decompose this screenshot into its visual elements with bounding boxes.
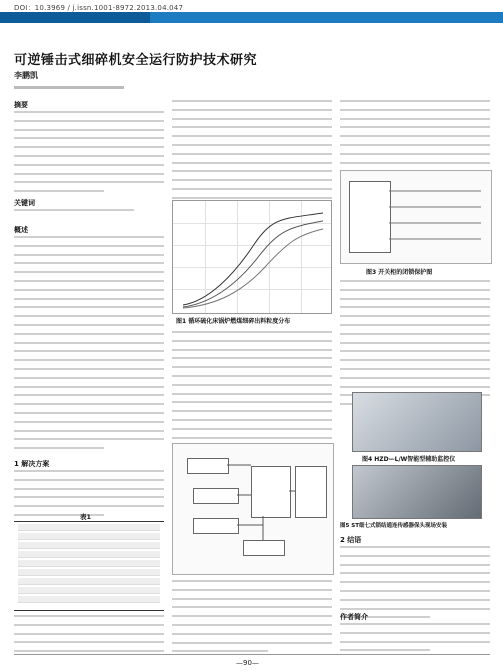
circuit-diagram [172, 443, 334, 575]
author-bio-heading: 作者简介 [340, 613, 368, 621]
intro-heading: 概述 [14, 226, 28, 234]
figure-1-curves [173, 201, 331, 313]
figure-1-chart [172, 200, 332, 314]
journal-header-bar [0, 12, 503, 23]
abstract-heading: 摘要 [14, 101, 28, 109]
page-number: —90— [236, 659, 259, 667]
article-author: 李鹏凯 [14, 71, 38, 80]
keywords-text [14, 209, 164, 218]
abstract-text [14, 111, 164, 199]
figure-4-device-photo [352, 392, 482, 452]
author-bio-text [340, 623, 490, 658]
figure-3-diagram [340, 170, 492, 264]
footer-rule [14, 654, 490, 655]
table-1-label: 表1 [80, 513, 92, 521]
section-2-heading: 2 结语 [340, 536, 362, 544]
figure-1-caption: 图1 循环硫化床锅炉燃煤细碎出料粒度分布 [176, 318, 291, 325]
figure-5-installation-photo [352, 465, 482, 519]
section-1-heading: 1 解决方案 [14, 460, 50, 468]
middle-column-text-bottom [172, 580, 332, 659]
figure-4-caption: 图4 HZD—L/W智能型辅助监控仪 [362, 456, 456, 463]
figure-3-caption: 图3 开关柜的闭锁保护图 [366, 269, 433, 276]
section-1-text-continued [14, 615, 164, 659]
keywords-heading: 关键词 [14, 199, 35, 207]
intro-text [14, 236, 164, 456]
author-affiliation-line [14, 86, 124, 89]
table-1 [14, 521, 164, 611]
figure-5-caption: 图5 ST细七式锁结通连传感器保头现场安装 [340, 523, 447, 529]
right-column-text-top [340, 100, 490, 179]
article-title: 可逆锤击式细碎机安全运行防护技术研究 [14, 53, 258, 68]
doi-line: DOI：10.3969 / j.issn.1001-8972.2013.04.047 [14, 4, 184, 12]
